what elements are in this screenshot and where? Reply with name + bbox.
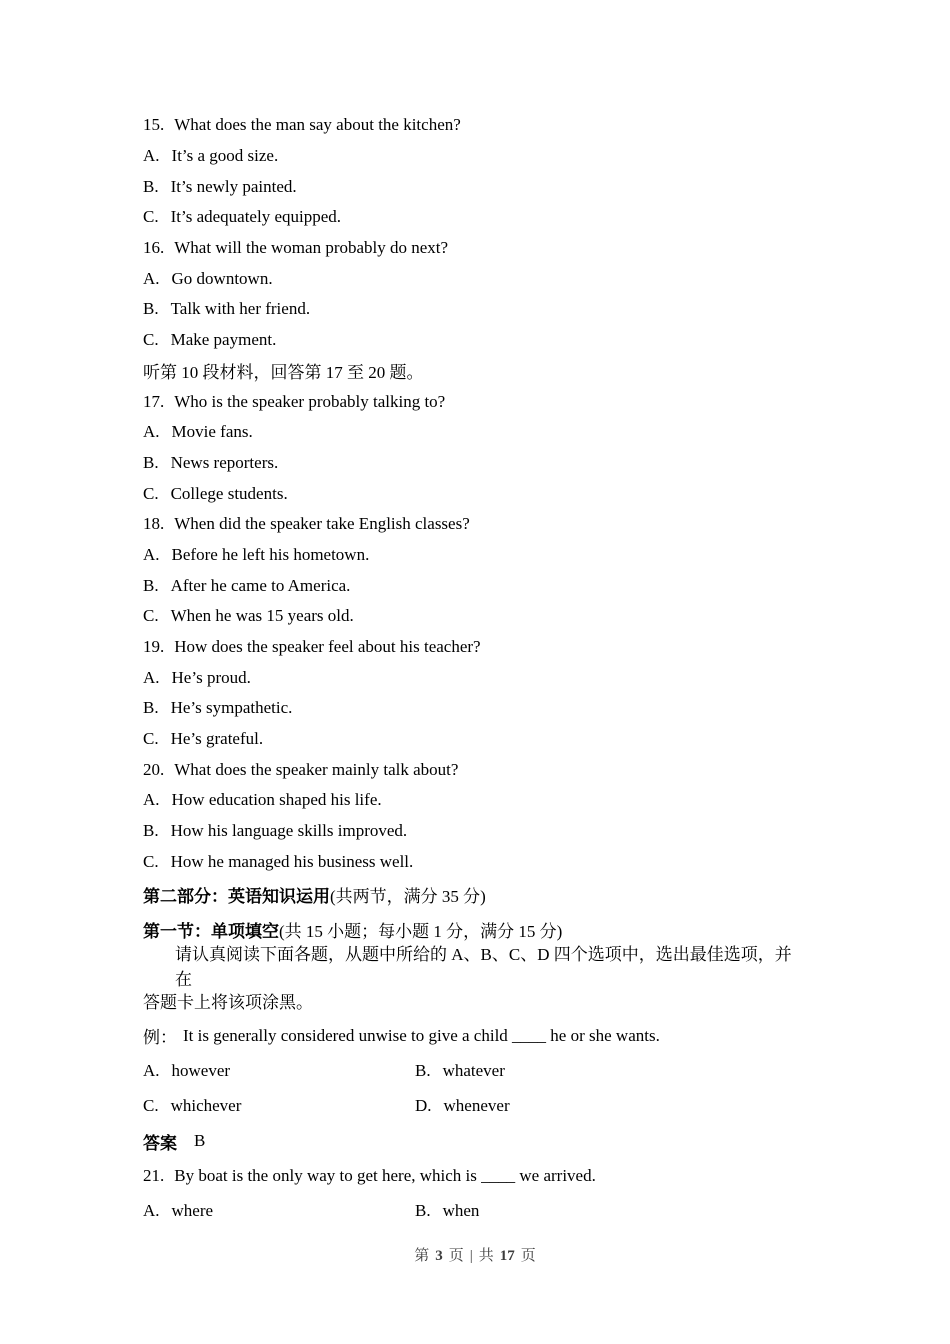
q21-options-row-1 — [143, 1194, 807, 1229]
option-label: B. — [143, 452, 159, 472]
question-line-19 — [143, 632, 807, 663]
exam-page-content — [143, 110, 807, 1229]
option-label: C. — [143, 606, 159, 626]
option-column-b — [415, 1061, 505, 1081]
option-label: A. — [143, 544, 160, 564]
section-header-bold: 第二部分：英语知识运用 — [143, 887, 330, 907]
question-number: 21. — [143, 1166, 165, 1186]
option-line — [143, 294, 807, 325]
answer-label: 答案 — [143, 1133, 177, 1153]
section-header-rest: (共两节，满分 35 分) — [330, 887, 486, 907]
question-text: By boat is the only way to get here, which is ____ we arrived. — [174, 1166, 596, 1186]
question-line-21 — [143, 1159, 807, 1194]
option-line — [143, 325, 807, 356]
option-column-a — [143, 1061, 415, 1081]
option-label: A. — [143, 1201, 160, 1221]
section-header-bold: 第一节：单项填空 — [143, 922, 279, 942]
question-line-16 — [143, 233, 807, 264]
option-label: A. — [143, 422, 160, 442]
option-label: B. — [143, 698, 159, 718]
question-number: 18. — [143, 514, 165, 534]
option-text: He’s proud. — [171, 667, 251, 687]
question-number: 19. — [143, 637, 165, 657]
option-line — [143, 141, 807, 172]
option-text: He’s sympathetic. — [170, 698, 293, 718]
option-text: When he was 15 years old. — [170, 606, 354, 626]
option-label: B. — [143, 575, 159, 595]
option-label: B. — [143, 299, 159, 319]
option-line — [143, 693, 807, 724]
option-line — [143, 171, 807, 202]
option-label: C. — [143, 1095, 159, 1115]
option-line — [143, 662, 807, 693]
instruction-text: 答题卡上将该项涂黑。 — [143, 992, 313, 1012]
option-text: whatever — [442, 1060, 505, 1080]
question-number: 17. — [143, 391, 165, 411]
question-number: 20. — [143, 759, 165, 779]
option-column-a — [143, 1096, 415, 1116]
option-text: whenever — [443, 1095, 510, 1115]
option-line — [143, 417, 807, 448]
answer-value: B — [194, 1131, 206, 1151]
option-text: How his language skills improved. — [170, 821, 408, 841]
option-label: B. — [415, 1201, 431, 1221]
option-line — [143, 724, 807, 755]
page-number: 3 — [435, 1248, 443, 1264]
example-options-row-2 — [143, 1088, 807, 1123]
option-label: D. — [415, 1095, 432, 1115]
question-number: 15. — [143, 115, 165, 135]
option-line — [143, 847, 807, 878]
question-number: 16. — [143, 238, 165, 258]
option-label: A. — [143, 268, 160, 288]
page-label-prefix: 第 — [414, 1248, 430, 1264]
option-label: C. — [143, 851, 159, 871]
option-label: C. — [143, 330, 159, 350]
option-line — [143, 478, 807, 509]
option-text: How he managed his business well. — [170, 851, 414, 871]
option-text: Before he left his hometown. — [171, 544, 370, 564]
total-pages: 17 — [499, 1248, 515, 1264]
option-line — [143, 816, 807, 847]
option-line — [143, 263, 807, 294]
option-label: C. — [143, 729, 159, 749]
option-line — [143, 601, 807, 632]
footer-separator: | — [469, 1248, 473, 1264]
option-column-b — [415, 1096, 510, 1116]
question-text: What does the speaker mainly talk about? — [174, 759, 459, 779]
option-line — [143, 570, 807, 601]
part2-section-header — [143, 877, 807, 912]
question-text: What will the woman probably do next? — [174, 238, 449, 258]
option-text: It’s adequately equipped. — [170, 207, 342, 227]
option-label: A. — [143, 790, 160, 810]
option-text: After he came to America. — [170, 575, 351, 595]
option-line — [143, 540, 807, 571]
option-text: Make payment. — [170, 330, 277, 350]
option-label: A. — [143, 667, 160, 687]
question-text: Who is the speaker probably talking to? — [174, 391, 446, 411]
option-line — [143, 785, 807, 816]
example-prefix: 例： — [143, 1028, 177, 1048]
listening-material-note — [143, 356, 807, 387]
option-text: Go downtown. — [171, 268, 273, 288]
option-text: however — [171, 1060, 231, 1080]
option-label: B. — [415, 1060, 431, 1080]
option-text: where — [171, 1201, 214, 1221]
example-answer-line — [143, 1124, 807, 1159]
option-label: C. — [143, 483, 159, 503]
option-label: A. — [143, 146, 160, 166]
question-text: When did the speaker take English classes? — [174, 514, 470, 534]
option-text: He’s grateful. — [170, 729, 264, 749]
option-label: B. — [143, 176, 159, 196]
option-text: whichever — [170, 1095, 242, 1115]
option-text: Movie fans. — [171, 422, 253, 442]
option-column-b — [415, 1201, 479, 1221]
material-note-text: 听第 10 段材料，回答第 17 至 20 题。 — [143, 363, 424, 383]
option-line — [143, 202, 807, 233]
option-text: It’s a good size. — [171, 146, 279, 166]
example-sentence: It is generally considered unwise to give a child ____ he or she wants. — [183, 1025, 660, 1045]
instruction-line-1 — [143, 945, 807, 990]
question-line-17 — [143, 386, 807, 417]
total-label-suffix: 页 — [520, 1248, 536, 1264]
total-label-prefix: 共 — [478, 1248, 494, 1264]
option-line — [143, 448, 807, 479]
example-sentence-line — [143, 1018, 807, 1053]
option-label: C. — [143, 207, 159, 227]
question-line-18 — [143, 509, 807, 540]
option-label: B. — [143, 821, 159, 841]
question-line-15 — [143, 110, 807, 141]
instruction-text: 请认真阅读下面各题，从题中所给的 A、B、C、D 四个选项中，选出最佳选项，并在 — [175, 945, 792, 990]
question-line-20 — [143, 754, 807, 785]
page-label-suffix: 页 — [448, 1248, 464, 1264]
option-text: when — [442, 1201, 480, 1221]
option-text: Talk with her friend. — [170, 299, 311, 319]
option-text: College students. — [170, 483, 288, 503]
example-options-row-1 — [143, 1053, 807, 1088]
option-text: It’s newly painted. — [170, 176, 297, 196]
option-text: News reporters. — [170, 452, 279, 472]
option-label: A. — [143, 1060, 160, 1080]
question-text: What does the man say about the kitchen? — [174, 115, 461, 135]
page-footer — [0, 1244, 950, 1265]
question-text: How does the speaker feel about his teacher? — [174, 637, 481, 657]
option-text: How education shaped his life. — [171, 790, 382, 810]
section-header-rest: (共 15 小题；每小题 1 分，满分 15 分) — [279, 922, 563, 942]
option-column-a — [143, 1201, 415, 1221]
